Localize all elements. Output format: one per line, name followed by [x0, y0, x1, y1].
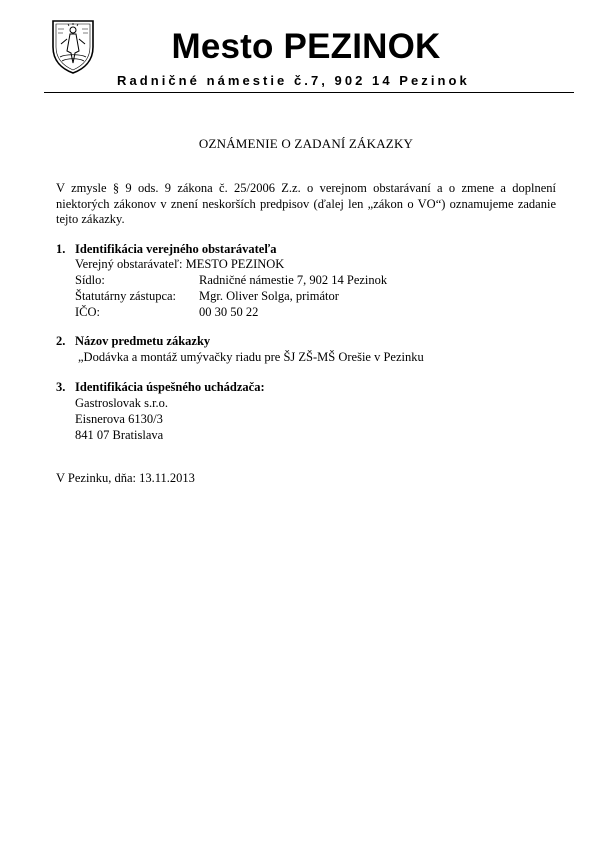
section-heading: Identifikácia úspešného uchádzača: — [75, 380, 265, 394]
winner-city: 841 07 Bratislava — [75, 428, 164, 442]
notice-title: OZNÁMENIE O ZADANÍ ZÁKAZKY — [198, 136, 414, 151]
section-heading: Názov predmetu zákazky — [75, 334, 211, 348]
winner-street: Eisnerova 6130/3 — [75, 412, 163, 426]
ico-value: 00 30 50 22 — [199, 305, 259, 319]
intro-paragraph: V zmysle § 9 ods. 9 zákona č. 25/2006 Z.z. o verejnom obstarávaní a o zmene a doplnení niektorých zákonov v znení neskorších predpisov (ďalej len „zákon o VO“) oznamujeme zadanie tejto zákazky. — [56, 181, 556, 226]
winner-company: Gastroslovak s.r.o. — [75, 396, 169, 410]
place-and-date: V Pezinku, dňa: 13.11.2013 — [56, 471, 195, 485]
city-address: Radničné námestie č.7, 902 14 Pezinok — [117, 73, 470, 88]
ico-label: IČO: — [75, 305, 100, 319]
section-number: 2. — [56, 334, 66, 348]
seat-value: Radničné námestie 7, 902 14 Pezinok — [199, 273, 388, 287]
section-number: 3. — [56, 380, 66, 394]
contract-subject: „Dodávka a montáž umývačky riadu pre ŠJ ZŠ-MŠ Orešie v Pezinku — [78, 350, 424, 364]
header-divider — [44, 92, 574, 93]
section-heading: Identifikácia verejného obstarávateľa — [75, 242, 277, 256]
city-title: Mesto PEZINOK — [171, 27, 441, 66]
section-number: 1. — [56, 242, 66, 256]
representative-label: Štatutárny zástupca: — [75, 289, 177, 303]
contracting-authority-line: Verejný obstarávateľ: MESTO PEZINOK — [75, 257, 285, 271]
representative-value: Mgr. Oliver Solga, primátor — [199, 289, 339, 303]
seat-label: Sídlo: — [75, 273, 105, 287]
